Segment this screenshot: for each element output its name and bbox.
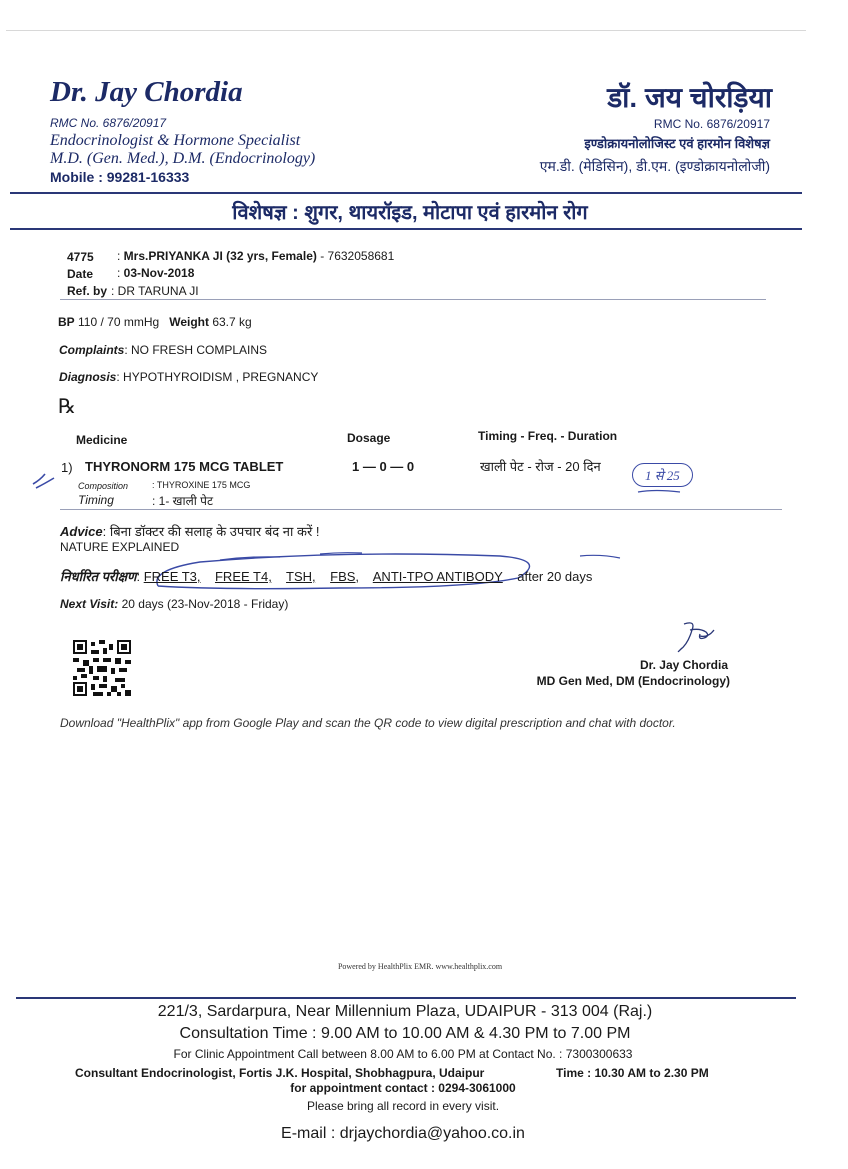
- weight-value: 63.7 kg: [212, 315, 252, 329]
- bp-unit: mmHg: [123, 315, 160, 329]
- test-item-tsh: TSH,: [286, 569, 316, 584]
- medicine-name: THYRONORM 175 MCG TABLET: [85, 459, 284, 474]
- footer-records: Please bring all record in every visit.: [306, 1099, 500, 1113]
- test-item-anti-tpo: ANTI-TPO ANTIBODY: [372, 569, 503, 584]
- dosage-header: Dosage: [347, 431, 391, 445]
- rmc-number-english: RMC No. 6876/20917: [50, 116, 167, 130]
- handwritten-tick-mark: [30, 470, 60, 490]
- footer-appointment: For Clinic Appointment Call between 8.00 AM to 6.00 PM at Contact No. : 7300300633: [173, 1047, 633, 1061]
- doctor-title-hindi: इण्डोक्रायनोलोजिस्ट एवं हारमोन विशेषज्ञ: [584, 136, 770, 151]
- doctor-name-hindi: डॉ. जय चोरड़िया: [607, 82, 772, 113]
- date-label: Date: [67, 267, 94, 281]
- doctor-title-english: Endocrinologist & Hormone Specialist: [50, 132, 301, 149]
- date-row: : 03-Nov-2018: [117, 266, 195, 280]
- timing-note-label: Timing: [78, 493, 114, 507]
- qr-code[interactable]: [73, 640, 131, 701]
- doctor-name-english: Dr. Jay Chordia: [50, 76, 243, 108]
- footer-consultation: Consultation Time : 9.00 AM to 10.00 AM & 4.30 PM to 7.00 PM: [179, 1025, 631, 1042]
- ref-label: Ref. by: [67, 284, 108, 298]
- referring-doctor: DR TARUNA JI: [117, 284, 199, 298]
- bp-label: BP: [58, 315, 75, 329]
- patient-name-row: : Mrs.PRIYANKA JI (32 yrs, Female) - 7632058681: [117, 249, 395, 263]
- handwritten-underline: [635, 487, 685, 497]
- footer-appointment-contact: for appointment contact : 0294-3061000: [290, 1081, 516, 1095]
- footer-address: 221/3, Sardarpura, Near Millennium Plaza, UDAIPUR - 313 004 (Raj.): [157, 1003, 653, 1020]
- diagnosis-value: HYPOTHYROIDISM , PREGNANCY: [123, 370, 319, 384]
- patient-phone: - 7632058681: [316, 249, 395, 263]
- composition-label: Composition: [78, 481, 129, 491]
- test-item-free-t3: FREE T3,: [143, 569, 201, 584]
- qr-code-icon: [73, 640, 131, 696]
- medicine-header: Medicine: [76, 433, 128, 447]
- vitals-row: [58, 315, 252, 329]
- timing-note-value: : 1- खाली पेट: [152, 494, 214, 508]
- composition-value: : THYROXINE 175 MCG: [152, 480, 251, 490]
- advice-line2: NATURE EXPLAINED: [60, 540, 180, 554]
- signature-degree: MD Gen Med, DM (Endocrinology): [536, 674, 730, 688]
- bp-value: 110 / 70: [78, 315, 121, 329]
- next-visit-row: [60, 597, 288, 611]
- diagnosis-row: Diagnosis: HYPOTHYROIDISM , PREGNANCY: [59, 370, 319, 384]
- handwritten-note: 1 से 25: [632, 463, 693, 487]
- patient-divider: [60, 299, 766, 300]
- test-item-free-t4: FREE T4,: [214, 569, 272, 584]
- footer-consultant: Consultant Endocrinologist, Fortis J.K. Hospital, Shobhagpura, Udaipur: [75, 1066, 485, 1080]
- next-visit-label: Next Visit:: [60, 597, 119, 611]
- tests-row: निर्धारित परीक्षण: FREE T3, FREE T4, TSH, FBS, ANTI-TPO ANTIBODY after 20 days: [60, 569, 593, 584]
- medicine-divider: [60, 509, 782, 510]
- powered-by: Powered by HealthPlix EMR. www.healthplix.com: [337, 962, 503, 971]
- signature-name: Dr. Jay Chordia: [639, 658, 728, 672]
- next-visit-value: 20 days (23-Nov-2018 - Friday): [121, 597, 289, 611]
- test-item-fbs: FBS,: [330, 569, 360, 584]
- tests-suffix: after 20 days: [517, 569, 593, 584]
- download-note: Download "HealthPlix" app from Google Play and scan the QR code to view digital prescription and chat with doctor.: [60, 716, 676, 730]
- advice-text: बिना डॉक्टर की सलाह के उपचार बंद ना करें !: [109, 524, 320, 539]
- header-divider-top: [10, 192, 802, 194]
- complaints-row: Complaints: NO FRESH COMPLAINS: [59, 343, 268, 357]
- rmc-number-hindi: RMC No. 6876/20917: [653, 117, 770, 131]
- footer-email: E-mail : drjaychordia@yahoo.co.in: [281, 1125, 525, 1142]
- timing-header: Timing - Freq. - Duration: [478, 429, 618, 443]
- complaints-label: Complaints: [59, 343, 125, 357]
- specialty-banner: विशेषज्ञ : शुगर, थायरॉइड, मोटापा एवं हारमोन रोग: [232, 202, 588, 224]
- medicine-dosage: 1 — 0 — 0: [352, 459, 415, 474]
- advice-label: Advice: [60, 524, 103, 539]
- complaints-value: NO FRESH COMPLAINS: [131, 343, 268, 357]
- patient-name: Mrs.PRIYANKA JI (32 yrs, Female): [123, 249, 317, 263]
- rx-symbol: ℞: [58, 396, 76, 418]
- patient-id: 4775: [67, 250, 94, 264]
- footer-consultant-time: Time : 10.30 AM to 2.30 PM: [556, 1066, 709, 1080]
- tests-label: निर्धारित परीक्षण: [60, 569, 137, 584]
- footer-divider: [16, 997, 796, 999]
- medicine-index: 1): [61, 460, 73, 475]
- diagnosis-label: Diagnosis: [59, 370, 117, 384]
- advice-row: Advice: बिना डॉक्टर की सलाह के उपचार बंद ना करें !: [60, 524, 320, 539]
- doctor-qualification-english: M.D. (Gen. Med.), D.M. (Endocrinology): [50, 150, 316, 167]
- ref-row: : DR TARUNA JI: [111, 284, 199, 298]
- doctor-qualification-hindi: एम.डी. (मेडिसिन), डी.एम. (इण्डोक्रायनोलोजी): [539, 158, 770, 174]
- visit-date: 03-Nov-2018: [123, 266, 195, 280]
- doctor-mobile: Mobile : 99281-16333: [50, 169, 190, 185]
- handwritten-signature: [670, 620, 720, 660]
- page-top-edge: [6, 30, 806, 31]
- weight-label: Weight: [169, 315, 209, 329]
- medicine-timing: खाली पेट - रोज - 20 दिन: [480, 459, 601, 474]
- header-divider-bottom: [10, 228, 802, 230]
